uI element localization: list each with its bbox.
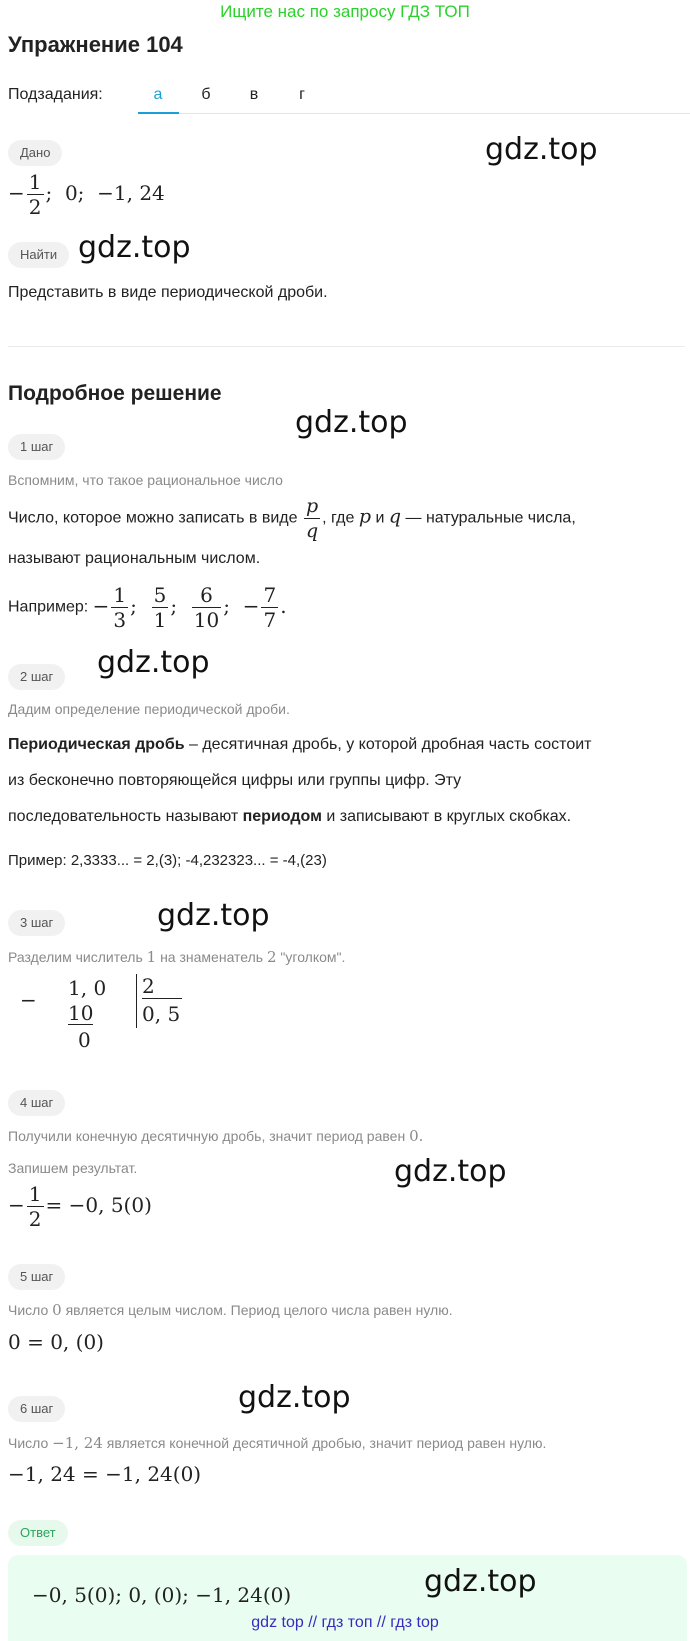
- search-banner[interactable]: Ищите нас по запросу ГДЗ ТОП: [220, 2, 470, 21]
- step-3-pill: 3 шаг: [8, 910, 65, 936]
- watermark: gdz.top: [97, 645, 210, 680]
- tab-a[interactable]: а: [153, 86, 163, 103]
- step-5-hint: Число 0 является целым числом. Период целого числа равен нулю.: [8, 1301, 453, 1319]
- division-dividend: 1, 0: [68, 976, 107, 1000]
- division-bar: [136, 974, 137, 1028]
- tabs-divider: [138, 113, 690, 114]
- step-6-hint: Число −1, 24 является конечной десятичной дробью, значит период равен нулю.: [8, 1434, 547, 1452]
- division-remainder: 0: [78, 1028, 91, 1052]
- find-pill: Найти: [8, 242, 69, 268]
- tab-b[interactable]: б: [201, 86, 211, 103]
- step-6-result: −1, 24 = −1, 24(0): [8, 1462, 202, 1486]
- step-1-hint: Вспомним, что такое рациональное число: [8, 472, 283, 488]
- step-2-definition-line3: последовательность называют периодом и записывают в круглых скобках.: [8, 808, 572, 825]
- step-2-pill: 2 шаг: [8, 664, 65, 690]
- step-6-pill: 6 шаг: [8, 1396, 65, 1422]
- step-4-hint2: Запишем результат.: [8, 1160, 138, 1176]
- step-3-hint: Разделим числитель 1 на знаменатель 2 "уголком".: [8, 948, 346, 966]
- tab-v[interactable]: в: [249, 86, 259, 103]
- solution-title: Подробное решение: [8, 382, 222, 405]
- subtask-tabs: [8, 82, 688, 114]
- step-5-pill: 5 шаг: [8, 1264, 65, 1290]
- step-5-result: 0 = 0, (0): [8, 1330, 104, 1354]
- step-4-pill: 4 шаг: [8, 1090, 65, 1116]
- step-4-result: − $\frac{1}{2}$ = −0, 5(0): [8, 1182, 152, 1231]
- step-1-line2: называют рациональным числом.: [8, 550, 261, 567]
- step-1-line1: Число, которое можно записать в виде $\frac{p}{q}$ , где p и q — натуральные числа,: [8, 495, 576, 542]
- watermark: gdz.top: [424, 1564, 537, 1599]
- step-1-pill: 1 шаг: [8, 434, 65, 460]
- tab-g[interactable]: г: [299, 86, 305, 103]
- watermark: gdz.top: [78, 230, 191, 265]
- division-minus: −: [20, 988, 37, 1012]
- watermark: gdz.top: [295, 405, 408, 440]
- given-expression: − $\frac{1}{2}$ ; 0; −1, 24: [8, 170, 165, 219]
- watermark: gdz.top: [157, 898, 270, 933]
- division-divisor: 2: [142, 974, 182, 999]
- step-2-example: Пример: 2,3333... = 2,(3); -4,232323... = -4,(23): [8, 852, 327, 869]
- subtasks-label: Подзадания:: [8, 86, 103, 103]
- footer-links[interactable]: gdz top // гдз топ // гдз top: [251, 1614, 439, 1631]
- answer-pill: Ответ: [8, 1520, 68, 1546]
- division-quotient: 0, 5: [142, 1002, 181, 1026]
- find-text: Представить в виде периодической дроби.: [8, 284, 328, 301]
- step-1-example: Например: − $\frac{1}{3}$ ; $\frac{5}{1}$ ; $\frac{6}{10}$ ; − $\frac{7}{7}$ .: [8, 583, 287, 632]
- given-pill: Дано: [8, 140, 62, 166]
- step-2-hint: Дадим определение периодической дроби.: [8, 701, 290, 717]
- division-subtrahend: 10: [68, 1001, 94, 1025]
- step-4-hint: Получили конечную десятичную дробь, значит период равен 0.: [8, 1127, 424, 1145]
- step-2-definition-line1: Периодическая дробь – десятичная дробь, у которой дробная часть состоит: [8, 736, 592, 753]
- watermark: gdz.top: [394, 1154, 507, 1189]
- long-division: [8, 972, 208, 1052]
- active-tab-indicator: [138, 112, 179, 114]
- watermark: gdz.top: [485, 132, 598, 167]
- page-title: Упражнение 104: [8, 32, 183, 57]
- answer-text: −0, 5(0); 0, (0); −1, 24(0): [32, 1583, 292, 1607]
- step-2-definition-line2: из бесконечно повторяющейся цифры или группы цифр. Эту: [8, 772, 462, 789]
- section-divider: [8, 346, 685, 347]
- watermark: gdz.top: [238, 1380, 351, 1415]
